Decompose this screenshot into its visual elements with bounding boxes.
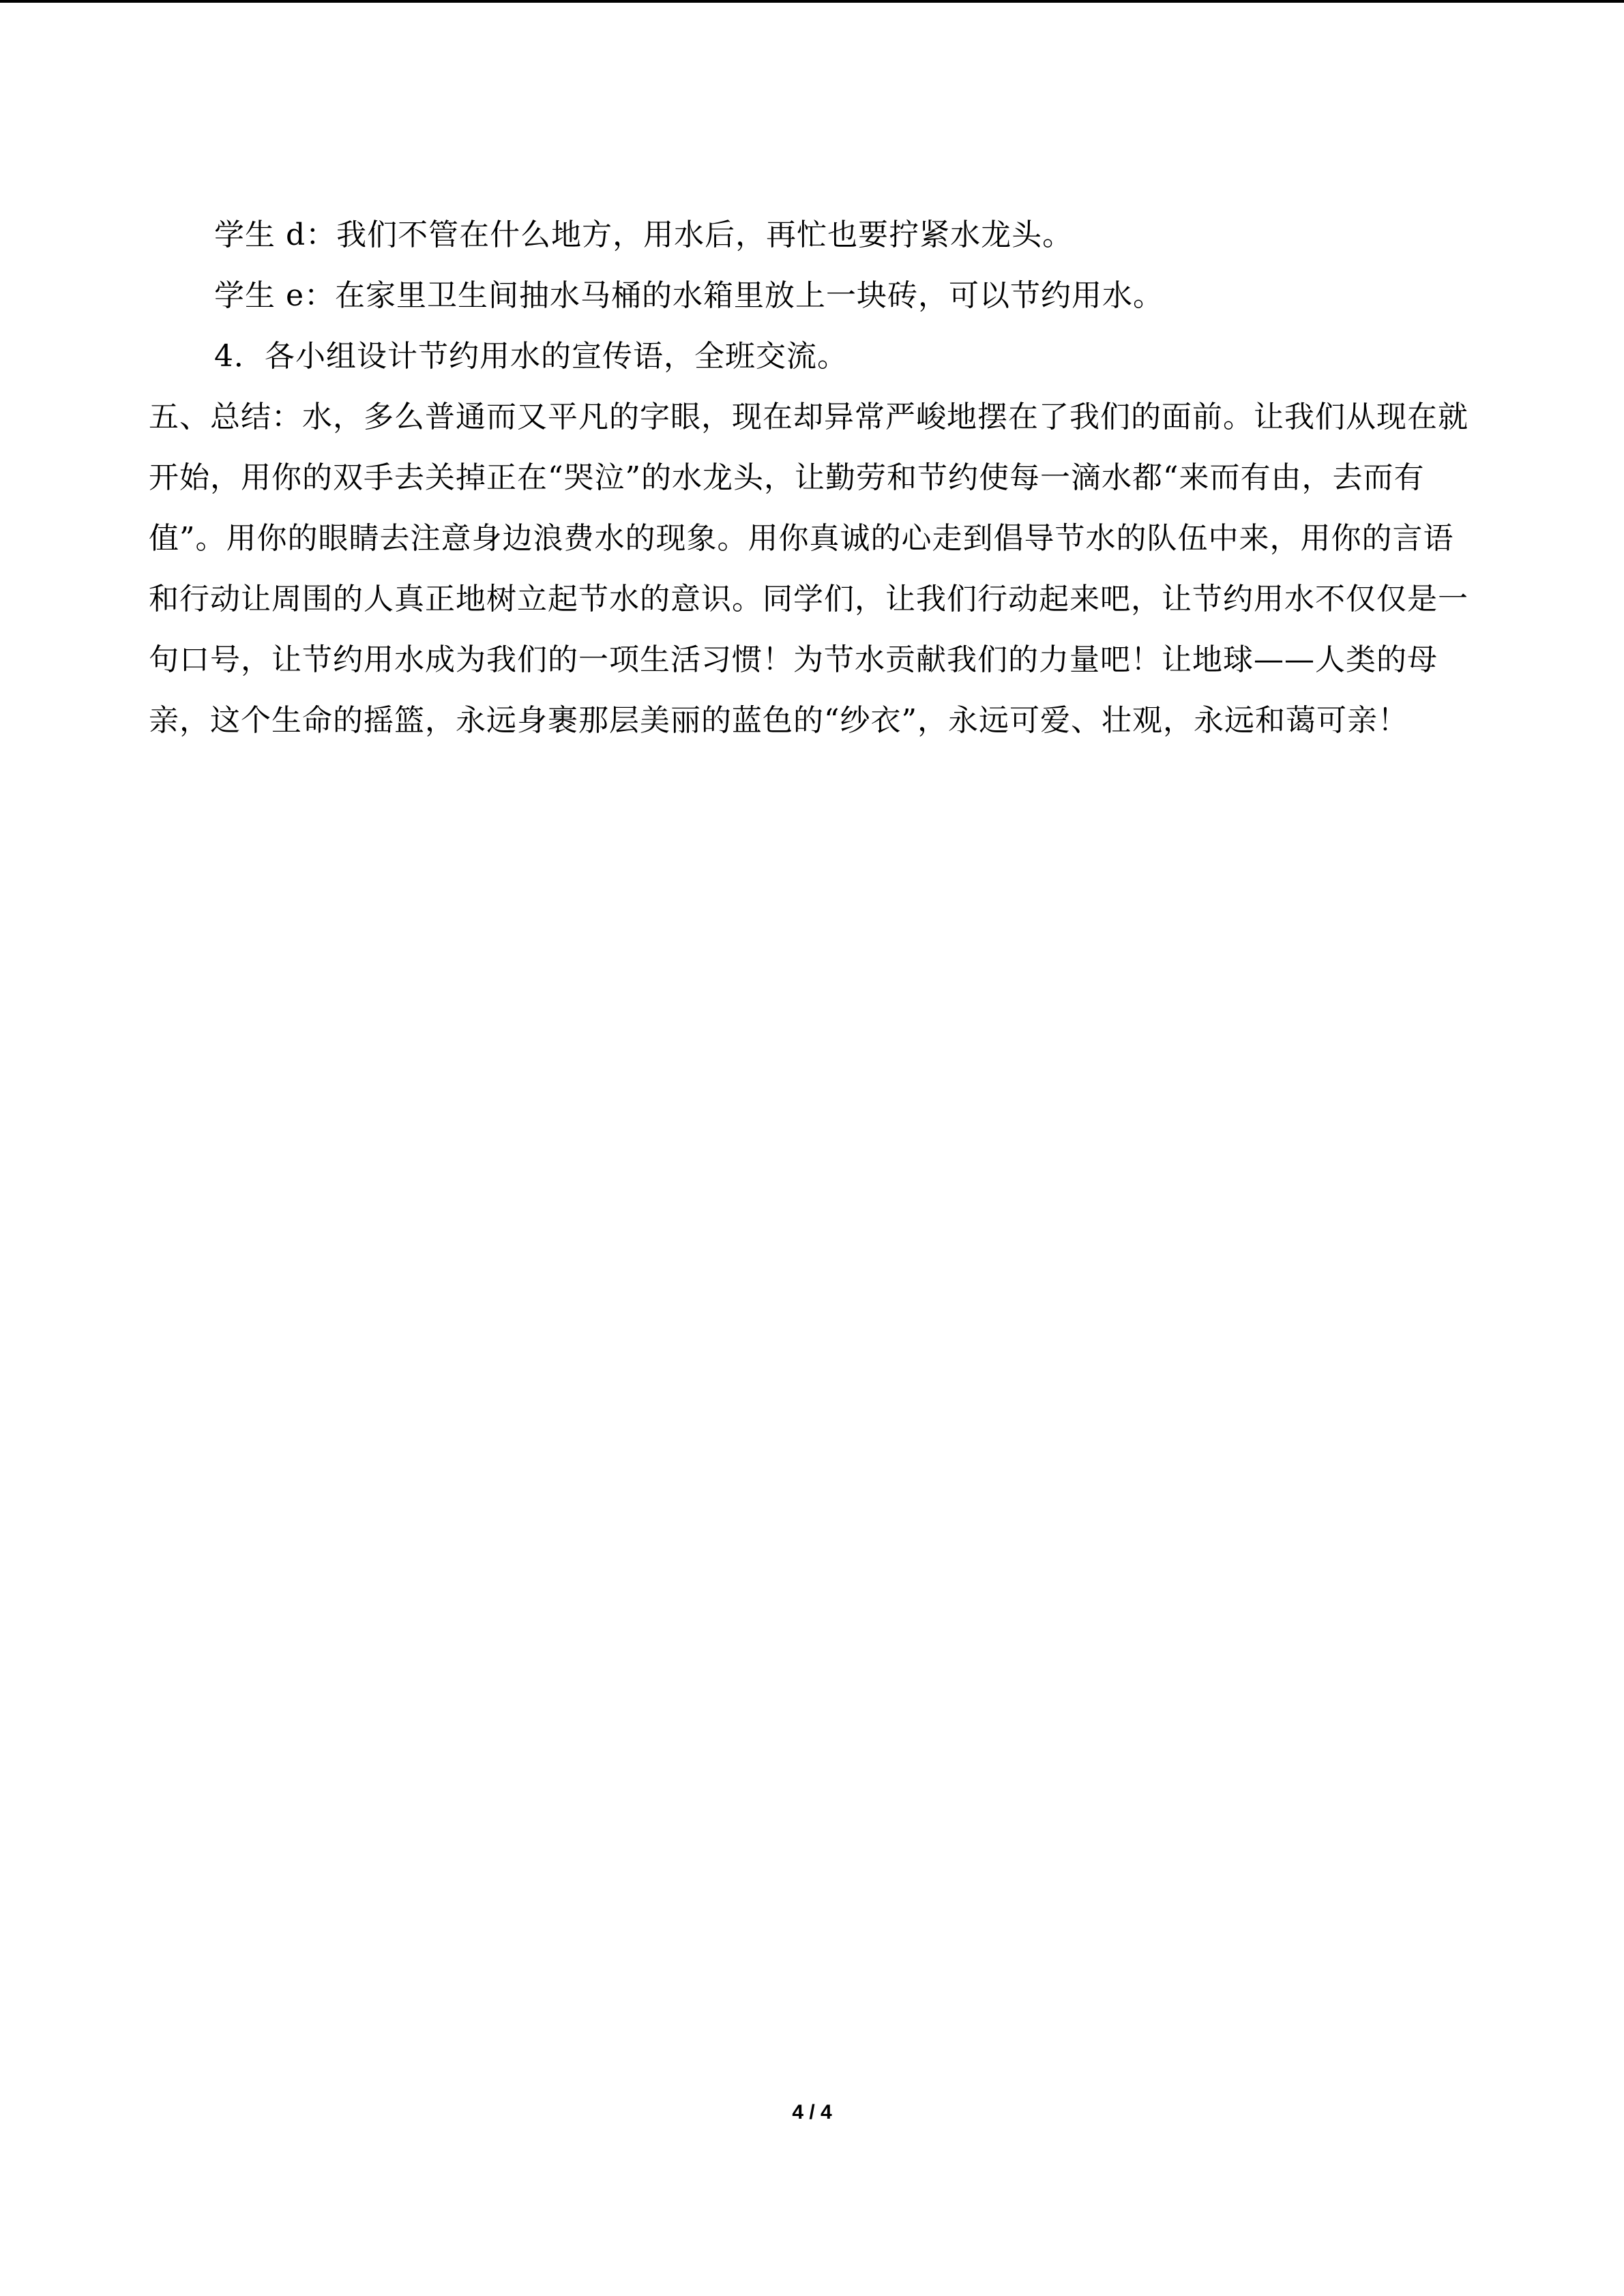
paragraph-step-4: 4．各小组设计节约用水的宣传语，全班交流。 xyxy=(214,339,848,374)
body-text xyxy=(149,205,1479,751)
paragraph-student-e: 学生 e：在家里卫生间抽水马桶的水箱里放上一块砖，可以节约用水。 xyxy=(214,278,1164,313)
top-border-line xyxy=(0,0,1624,3)
paragraph-summary: 五、总结：水，多么普通而又平凡的字眼，现在却异常严峻地摆在了我们的面前。让我们从现在就开始，用你的双手去关掉正在“哭泣”的水龙头，让勤劳和节约使每一滴水都“来而有由，去而有值”。用你的眼睛去注意身边浪费水的现象。用你真诚的心走到倡导节水的队伍中来，用你的言语和行动让周围的人真正地树立起节水的意识。同学们，让我们行动起来吧，让节约用水不仅仅是一句口号，让节约用水成为我们的一项生活习惯！为节水贡献我们的力量吧！让地球——人类的母亲，这个生命的摇篮，永远身裹那层美丽的蓝色的“纱衣”，永远可爱、壮观，永远和蔼可亲！ xyxy=(149,400,1468,738)
paragraph-student-d: 学生 d：我们不管在什么地方，用水后，再忙也要拧紧水龙头。 xyxy=(214,218,1074,252)
page-number: 4 / 4 xyxy=(792,2101,832,2123)
